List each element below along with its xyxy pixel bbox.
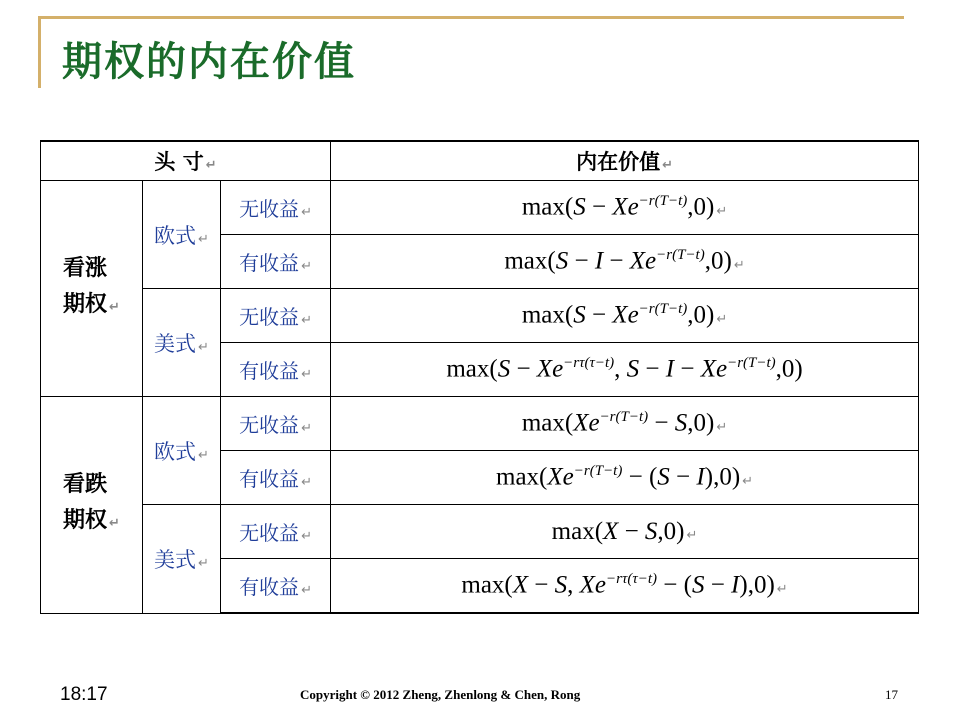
with-dividend-label: 有收益 ↵ <box>221 235 331 289</box>
header-intrinsic-value: 内在价值 ↵ <box>331 141 919 181</box>
formula-call-eu-inc: $\max(S - I - Xe^{-r(T-t)},0)$ ↵ <box>331 235 919 289</box>
header-position: 头 寸 ↵ <box>41 141 331 181</box>
no-dividend-label: 无收益 ↵ <box>221 397 331 451</box>
no-dividend-label: 无收益 ↵ <box>221 181 331 235</box>
formula-put-eu-inc: $\max(Xe^{-r(T-t)} - (S - I),0)$ ↵ <box>331 451 919 505</box>
no-dividend-label: 无收益 ↵ <box>221 289 331 343</box>
frame-top-rule <box>38 16 904 19</box>
call-option-label: 看涨 期权 ↵ <box>41 181 143 397</box>
put-option-label: 看跌 期权 ↵ <box>41 397 143 614</box>
page-title: 期权的内在价值 <box>62 39 356 85</box>
page-number: 17 <box>885 687 898 702</box>
with-dividend-label: 有收益 ↵ <box>221 451 331 505</box>
table-row <box>41 289 919 343</box>
table-row <box>41 181 919 235</box>
no-dividend-label: 无收益 ↵ <box>221 505 331 559</box>
table-row <box>41 505 919 559</box>
footer-copyright: Copyright © 2012 Zheng, Zhenlong & Chen, Rong <box>300 687 581 702</box>
put-american-label: 美式 ↵ <box>143 505 221 614</box>
formula-put-am-inc: max(X − S, $Xe^{-r\tau(\tau-t)} - (S - I),0$) ↵ <box>331 559 919 614</box>
call-european-label: 欧式 ↵ <box>143 181 221 289</box>
formula-call-am-no: $\max(S - Xe^{-r(T-t)},0)$ ↵ <box>331 289 919 343</box>
formula-put-am-no: max(X − S,0) ↵ <box>331 505 919 559</box>
with-dividend-label: 有收益 ↵ <box>221 559 331 614</box>
call-american-label: 美式 ↵ <box>143 289 221 397</box>
formula-call-am-inc: $\max(S - Xe^{-r\tau(\tau-t)}$, $S - I - Xe^{-r(T-t)},0$) <box>331 343 919 397</box>
header-row <box>41 141 919 181</box>
footer-time: 18:17 <box>60 684 108 705</box>
intrinsic-value-table <box>40 140 919 614</box>
table-row <box>41 397 919 451</box>
put-european-label: 欧式 ↵ <box>143 397 221 505</box>
with-dividend-label: 有收益 ↵ <box>221 343 331 397</box>
formula-call-eu-no: $\max(S - Xe^{-r(T-t)},0)$ ↵ <box>331 181 919 235</box>
frame-left-rule <box>38 16 41 88</box>
formula-put-eu-no: $\max(Xe^{-r(T-t)} - S,0)$ ↵ <box>331 397 919 451</box>
